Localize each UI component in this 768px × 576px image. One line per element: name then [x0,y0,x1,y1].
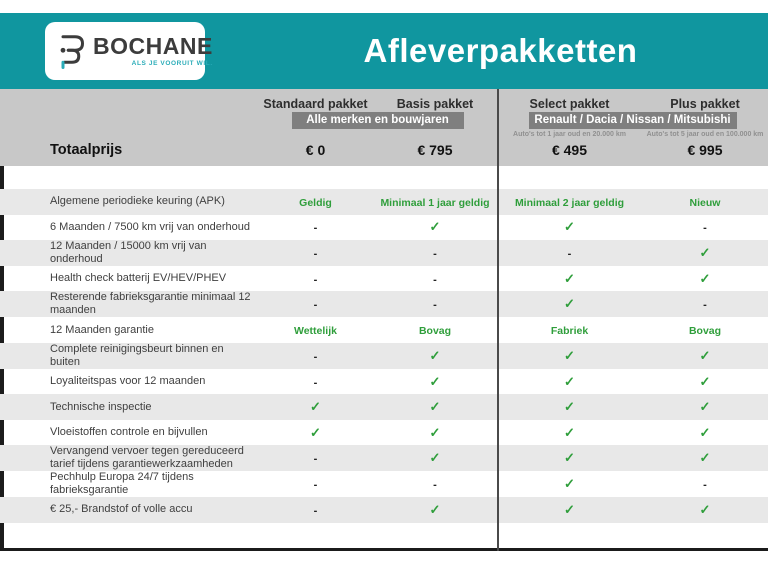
table-row [0,369,768,395]
value-text: Nieuw [689,196,721,209]
table-row [0,266,768,292]
table-bottom-border [0,548,768,551]
feature-rows [0,189,768,523]
check-icon: ✓ [310,424,321,440]
check-icon: ✓ [564,296,575,312]
check-icon: ✓ [564,450,575,466]
dash-mark: - [703,222,707,235]
table-row [0,291,768,317]
dash-mark: - [433,479,437,492]
table-row [0,471,768,497]
row-label: Technische inspectie [50,400,152,413]
top-margin [0,0,768,13]
check-icon: ✓ [429,424,441,440]
row-label: Complete reinigingsbeurt binnen en buiten [50,342,224,368]
row-label: 12 Maanden garantie [50,323,154,336]
price-select: € 495 [551,142,588,159]
dash-mark: - [703,299,707,312]
table-row [0,445,768,471]
dash-mark: - [313,247,318,260]
page-title: Afleverpakketten [363,32,638,69]
dash-mark: - [313,299,318,312]
check-icon: ✓ [699,501,711,517]
value-text: Wettelijk [294,325,337,338]
row-label: € 25,- Brandstof of volle accu [50,503,193,516]
dash-mark: - [313,479,318,492]
table-row [0,420,768,446]
table-row [0,394,768,420]
logo-wordmark: BOCHANE [93,33,213,59]
dash-mark: - [313,350,318,363]
row-label: 12 Maanden / 15000 km vrij van onderhoud [50,240,207,265]
row-label: 6 Maanden / 7500 km vrij van onderhoud [50,220,250,233]
dash-mark: - [567,247,572,260]
table-row [0,343,768,369]
dash-mark: - [433,247,437,260]
logo-tagline: ALS JE VOORUIT WIL. [131,60,213,67]
dash-mark: - [313,453,318,466]
check-icon: ✓ [429,219,441,235]
column-header-standaard: Standaard pakket [263,96,368,111]
dash-mark: - [703,479,707,492]
value-text: Bovag [418,325,452,338]
value-text: Minimaal 2 jaar geldig [514,196,625,209]
bochane-logo-icon [57,31,87,71]
check-icon: ✓ [699,424,711,440]
check-icon: ✓ [564,270,575,286]
row-label: Resterende fabrieksgarantie minimaal 12 maanden [50,291,251,317]
value-text: Minimaal 1 jaar geldig [380,196,490,209]
table-row [0,189,768,215]
check-icon: ✓ [564,501,575,517]
table-row [0,497,768,523]
dash-mark: - [433,299,437,312]
check-icon: ✓ [429,450,441,466]
value-text: Geldig [299,196,332,209]
price-plus: € 995 [687,142,723,159]
check-icon: ✓ [564,219,575,235]
check-icon: ✓ [699,244,711,260]
logo-texts [93,35,213,67]
spacer-row [0,166,768,189]
note-plus: Auto's tot 5 jaar oud en 100.000 km [646,130,764,138]
check-icon: ✓ [564,373,575,389]
banner-renault-group: Renault / Dacia / Nissan / Mitsubishi [529,112,737,129]
row-label: Algemene periodieke keuring (APK) [50,195,225,208]
check-icon: ✓ [564,424,575,440]
column-notes-row [4,129,768,139]
check-icon: ✓ [564,347,575,363]
check-icon: ✓ [564,399,575,415]
header-banner [0,13,768,89]
check-icon: ✓ [429,347,441,363]
value-text: Fabriek [550,325,589,338]
total-price-label: Totaalprijs [50,142,123,159]
dash-mark: - [313,376,318,389]
bochane-logo [45,22,213,80]
check-icon: ✓ [699,373,711,389]
check-icon: ✓ [429,501,441,517]
bottom-spacer-row [0,523,768,548]
group-divider [497,89,499,551]
packages-table [0,89,768,551]
value-text: Bovag [688,325,722,338]
price-standaard: € 0 [305,142,326,159]
title-zone [219,32,768,70]
row-label: Health check batterij EV/HEV/PHEV [50,272,227,285]
dash-mark: - [433,273,437,286]
dash-mark: - [313,273,318,286]
note-select: Auto's tot 1 jaar oud en 20.000 km [513,130,626,138]
column-header-plus: Plus pakket [670,96,740,111]
price-basis: € 795 [417,142,453,159]
column-header-basis: Basis pakket [396,96,474,111]
check-icon: ✓ [429,373,441,389]
dash-mark: - [313,222,318,235]
row-label: Pechhulp Europa 24/7 tijdens fabrieksgarantie [50,471,194,497]
row-label: Vloeistoffen controle en bijvullen [50,426,208,439]
package-names-row [4,96,768,111]
check-icon: ✓ [699,450,711,466]
table-row [0,215,768,241]
banner-all-brands: Alle merken en bouwjaren [292,112,464,129]
row-label: Loyaliteitspas voor 12 maanden [50,375,206,388]
total-price-row [4,140,768,161]
group-banners-row [4,112,768,129]
check-icon: ✓ [310,399,321,415]
check-icon: ✓ [429,399,441,415]
check-icon: ✓ [699,270,711,286]
dash-mark: - [313,504,318,517]
column-header-select: Select pakket [529,96,610,111]
row-label: Vervangend vervoer tegen gereduceerd tarief tijdens garantiewerkzaamheden [50,445,244,471]
check-icon: ✓ [564,476,575,492]
table-row [0,317,768,343]
table-header-band [0,89,768,166]
table-row [0,240,768,266]
check-icon: ✓ [699,347,711,363]
check-icon: ✓ [699,399,711,415]
